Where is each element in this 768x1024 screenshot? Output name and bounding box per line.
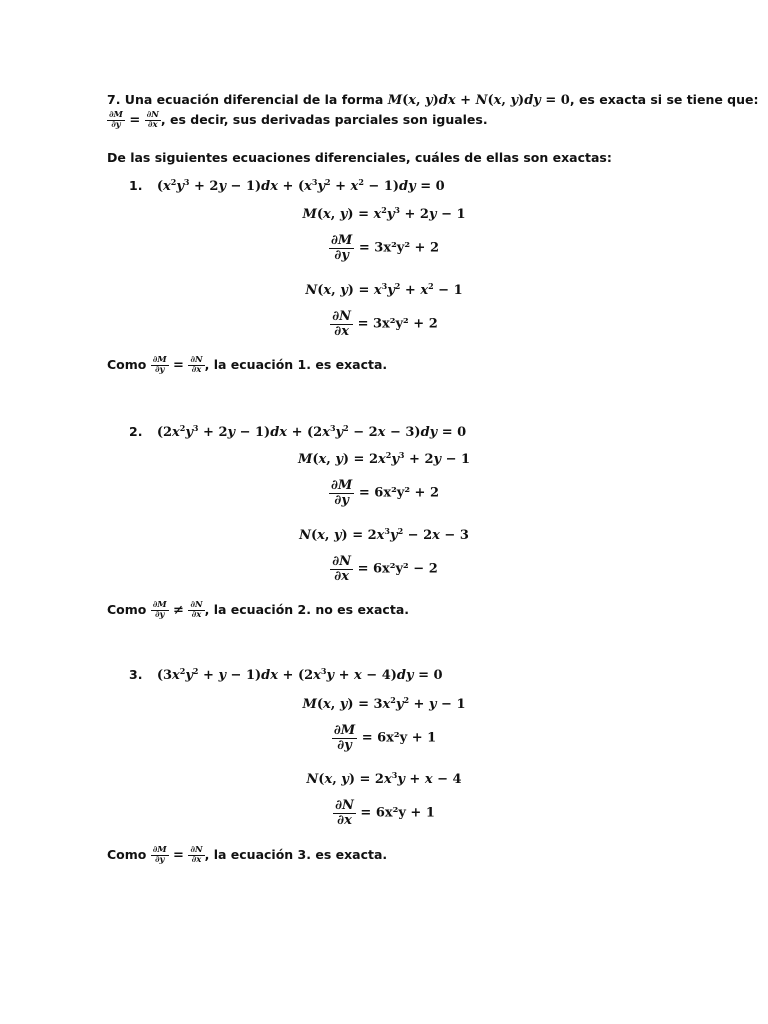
problem-3-equation: 3. $(3x^2y^2 + y - 1)dx + (2x^3y + x - 4)dy = 0$ xyxy=(129,666,443,683)
problem-3-dn: $\frac{\partial N}{\partial x}$ = 6x²y + 1 xyxy=(335,798,435,828)
problem-3-dm: $\frac{\partial M}{\partial y}$ = 6x²y + 1 xyxy=(333,723,437,753)
problem-1-dn: $\frac{\partial N}{\partial x}$ = 3x²y² + 2 xyxy=(332,309,438,339)
problem-2-dm: $\frac{\partial M}{\partial y}$ = 6x²y² + 2 xyxy=(330,478,440,508)
problem-3-n: N(x, $y) = 2x^3y + x - 4$ xyxy=(306,770,462,787)
problem-3-m: M(x, $y) = 3x^2y^2 + y - 1$ xyxy=(302,695,466,712)
exactness-fraction-m: $\frac{\partial M}{\partial y}$ xyxy=(109,110,123,130)
problem-1-m: M(x, $y) = x^2y^3 + 2y - 1$ xyxy=(302,205,466,222)
problem-2-dn: $\frac{\partial N}{\partial x}$ = 6x²y² − 2 xyxy=(332,554,438,584)
equals-sign: = xyxy=(129,112,141,128)
problem-2-m: M(x, $y) = 2x^2y^3 + 2y - 1$ xyxy=(297,450,471,467)
problem-1-dn-value: 3x²y² + 2 xyxy=(373,316,438,332)
problem-1-dm: $\frac{\partial M}{\partial y}$ = 3x²y² + 2 xyxy=(330,233,440,263)
problem-3-dm-value: 6x²y + 1 xyxy=(377,730,437,746)
question: De las siguientes ecuaciones diferenciales, cuáles de ellas son exactas: xyxy=(107,150,612,165)
problem-2-dm-value: 6x²y² + 2 xyxy=(374,485,440,501)
general-equation: M(x, y)dx + N(x, y)dy = 0 xyxy=(387,93,570,108)
problem-2-n: N(x, $y) = 2x^3y^2 - 2x - 3$ xyxy=(299,526,469,543)
problem-2-equation: 2. $(2x^2y^3 + 2y - 1)dx + (2x^3y^2 - 2x - 3)dy = 0$ xyxy=(129,423,467,440)
intro-line-2 xyxy=(107,111,488,130)
problem-1-conclusion: Como $\frac{\partial M}{\partial y}$ = $\frac{\partial N}{\partial x}$ , la ecuación 1. es exacta. xyxy=(107,355,388,375)
intro-text: 7. Una ecuación diferencial de la forma xyxy=(107,92,384,107)
problem-2-dn-value: 6x²y² − 2 xyxy=(373,561,438,577)
problem-3-dn-value: 6x²y + 1 xyxy=(375,805,435,821)
problem-1-n: N(x, $y) = x^3y^2 + x^2 - 1$ xyxy=(305,281,463,298)
intro-text-2: , es decir, sus derivadas parciales son iguales. xyxy=(160,111,488,127)
problem-1-dm-value: 3x²y² + 2 xyxy=(374,240,440,256)
intro-text-suffix: , es exacta si se tiene que: xyxy=(569,92,759,107)
exactness-fraction-n: $\frac{\partial N}{\partial x}$ xyxy=(146,110,159,130)
problem-2-conclusion: Como $\frac{\partial M}{\partial y}$ ≠ $\frac{\partial N}{\partial x}$ , la ecuación 2. no es exacta. xyxy=(107,600,410,620)
problem-1-equation: 1. $(x^2y^3 + 2y - 1)dx + (x^3y^2 + x^2 - 1)dy = 0$ xyxy=(129,177,445,194)
problem-3-conclusion: Como $\frac{\partial M}{\partial y}$ = $\frac{\partial N}{\partial x}$ , la ecuación 3. es exacta. xyxy=(107,845,388,865)
intro-line-1 xyxy=(107,92,759,108)
